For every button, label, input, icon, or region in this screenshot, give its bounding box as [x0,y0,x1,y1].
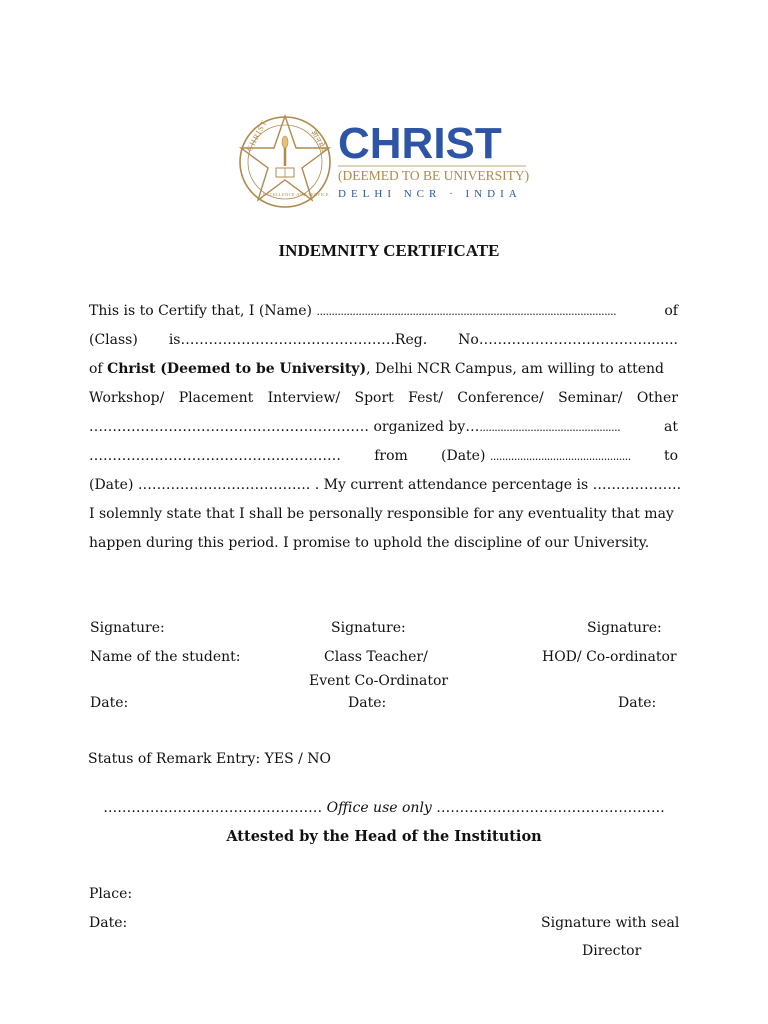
office-right-dots: …………………………………………. [436,800,665,816]
body-line-6 [89,445,678,474]
remark-entry-status: Status of Remark Entry: YES / NO [88,751,332,767]
campus-text: , Delhi NCR Campus, am willing to attend [366,361,665,377]
name-label: This is to Certify that, I (Name) .................................................................................................... [89,303,617,319]
seal-text-right: ज्ञानमेव [309,128,329,155]
from-date-blank: (Date) ............................................... [441,448,631,464]
footer-date-label: Date: [89,915,128,931]
event-type-1: Workshop/ [89,390,165,406]
event-type-6: Conference/ [457,390,544,406]
hod-date-label: Date: [618,695,657,711]
logo-name: CHRIST [338,119,502,168]
event-type-2: Placement [178,390,254,406]
body-line-3 [89,358,678,387]
office-use-label: Office use only [326,800,432,816]
event-type-5: Fest/ [408,390,443,406]
christ-university-logo [238,100,538,230]
body-line-9: happen during this period. I promise to uphold the discipline of our University. [89,535,650,551]
reg-no-blank: No………………………………....... [458,332,678,348]
class-blank: is……………………………………….Reg. [168,332,428,348]
seal-text-bottom: EXCELLENCE AND SERVICE [263,192,329,197]
at-text: at [664,419,678,435]
office-use-divider [0,800,768,816]
body-line-1 [89,300,678,329]
body-line-2 [89,329,678,358]
logo-location: DELHI NCR · INDIA [338,188,522,200]
event-type-7: Seminar/ [558,390,623,406]
teacher-date-label: Date: [348,695,387,711]
body-line-8: I solemnly state that I shall be personally responsible for any eventuality that may [89,506,674,522]
hod-signature-label: Signature: [587,620,662,636]
office-left-dots: …………..…………………………… [103,800,323,816]
body-line-4 [89,387,678,416]
event-coordinator-label: Event Co-Ordinator [309,673,449,689]
attested-heading: Attested by the Head of the Institution [226,828,542,845]
of-text: of [664,303,678,319]
event-type-8: Other [636,390,678,406]
venue-blank: ……………………………………………… [89,448,341,464]
seal-text-top: CHRIST [244,118,269,153]
organized-by-blank: …………………………………………………… organized by…............................................... [89,419,621,435]
student-signature-label: Signature: [90,620,165,636]
to-text: to [663,448,678,464]
event-type-3: Interview/ [267,390,341,406]
name-blank: .................................................................................................... [316,305,617,318]
event-type-4: Sport [354,390,394,406]
director-label: Director [582,943,642,959]
university-name: Christ (Deemed to be University) [107,361,367,377]
signature-with-seal-label: Signature with seal [541,915,680,931]
university-seal-icon [240,116,330,207]
teacher-signature-label: Signature: [331,620,406,636]
body-line-5 [89,416,678,445]
student-date-label: Date: [90,695,129,711]
hod-label: HOD/ Co-ordinator [542,649,677,665]
of-text-2: of [89,361,108,377]
place-label: Place: [89,886,133,902]
body-line-7: (Date) ………………………………. . My current attendance percentage is ………………. [89,477,682,493]
logo-subtitle: (DEEMED TO BE UNIVERSITY) [338,168,530,183]
student-name-label: Name of the student: [90,649,241,665]
page-title: INDEMNITY CERTIFICATE [278,241,500,260]
class-teacher-label: Class Teacher/ [324,649,428,665]
class-label: (Class) [89,332,138,348]
from-text: from [374,448,408,464]
